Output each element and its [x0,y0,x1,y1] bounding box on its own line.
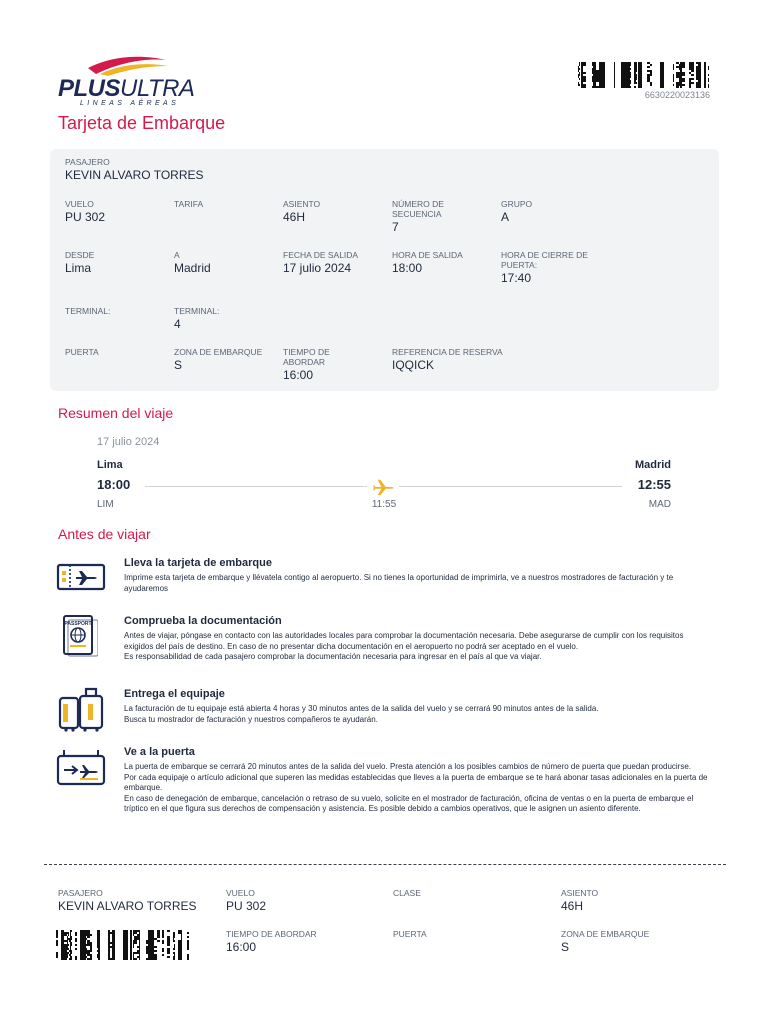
passenger-name: KEVIN ALVARO TORRES [65,168,204,182]
origin-city: Lima [97,459,123,471]
summary-title: Resumen del viaje [58,405,174,421]
stub-boarding-zone: ZONA DE EMBARQUE S [561,929,650,954]
departure-date-field: FECHA DE SALIDA 17 julio 2024 [283,250,359,275]
boarding-zone-field: ZONA DE EMBARQUE S [174,347,263,372]
barcode-top [573,62,711,88]
route-line-left [145,486,367,487]
group-field: GRUPO A [501,199,533,224]
booking-number: 6630220023136 [644,90,710,100]
terminal-departure-field: TERMINAL: [65,306,111,316]
tip-text: Imprime esta tarjeta de embarque y llévatela contigo al aeropuerto. Si no tienes la oportunidad de imprimirla, ve a nuestros mostradores de facturación y te ayudaremos [124,573,674,593]
stub-boarding-time: TIEMPO DE ABORDAR 16:00 [226,929,317,954]
flight-field: VUELO PU 302 [65,199,106,224]
departure-time-field: HORA DE SALIDA 18:00 [392,250,463,275]
gate-icon [56,749,106,789]
itinerary-date: 17 julio 2024 [97,436,160,448]
tip-title: Comprueba la documentación [124,615,282,627]
flight-duration: 11:55 [371,499,397,510]
sequence-field: NÚMERO DE SECUENCIA 7 [392,199,444,234]
terminal-arrival-field: TERMINAL: 4 [174,306,220,331]
stub-gate: PUERTA [393,929,427,939]
luggage-icon [58,686,104,732]
tip-title: Entrega el equipaje [124,688,225,700]
destination-time: 12:55 [637,477,671,492]
gate-field: PUERTA [65,347,99,357]
gate-close-field: HORA DE CIERRE DE PUERTA: 17:40 [501,250,588,285]
destination-code: MAD [648,499,671,510]
stub-passenger: PASAJERO KEVIN ALVARO TORRES [58,888,197,913]
tip-title: Lleva la tarjeta de embarque [124,557,272,569]
stub-seat: ASIENTO 46H [561,888,599,913]
booking-ref-field: REFERENCIA DE RESERVA IQQICK [392,347,503,372]
plane-icon [373,478,395,496]
boarding-time-field: TIEMPO DE ABORDAR 16:00 [283,347,330,382]
boarding-info-card [50,149,719,391]
passport-icon [62,614,98,658]
tip-text: Antes de viajar, póngase en contacto con las autoridades locales para comprobar la documentación necesaria. Debe asegurarse de cumplir con los requisitos exigidos del país de destino. En caso de no presentar dicha documentación en el aeropuerto no podrá ser aceptado en el vuelo. Es responsabilidad de cada pasajero comprobar la documentación necesaria para ingresar en el país al que va viajar. [124,631,684,661]
page-title: Tarjeta de Embarque [58,113,226,133]
barcode-bottom [56,930,196,960]
fare-field: TARIFA [174,199,204,209]
stub-flight: VUELO PU 302 [226,888,267,913]
brand-logo: PLUSULTRA [58,75,195,102]
passenger-field: PASAJERO KEVIN ALVARO TORRES [65,157,365,182]
tip-text: La puerta de embarque se cerrará 20 minutos antes de la salida del vuelo. Presta atención a los posibles cambios de número de puerta que puedan producirse. Por cada equipaje o artículo adicional que superen las medidas establecidas que lleves a la puerta de embarque se te hará abonar tasas adicionales en la puerta de embarque. En caso de denegación de embarque, cancelación o retraso de su vuelo, solicite en el mostrador de facturación, oficina de ventas o en la puerta de embarque el tríptico en el que figura sus derechos de compensación y asistencia. Es posible debido a cambios operativos, que le asignen un asiento diferente. [124,762,708,813]
seat-field: ASIENTO 46H [283,199,321,224]
destination-city: Madrid [634,459,671,471]
tip-text: La facturación de tu equipaje está abierta 4 horas y 30 minutos antes de la salida del vuelo y se cerrará 90 minutos antes de la salida. Busca tu mostrador de facturación y nuestros compañeros te ayudarán. [124,704,599,724]
boarding-pass-icon [56,560,106,594]
tear-line [44,864,726,865]
stub-class: CLASE [393,888,421,898]
to-field: A Madrid [174,250,211,275]
tip-title: Ve a la puerta [124,746,195,758]
before-title: Antes de viajar [58,526,151,542]
from-field: DESDE Lima [65,250,95,275]
origin-time: 18:00 [97,477,131,492]
brand-subtitle: LINEAS AÉREAS [80,100,180,107]
origin-code: LIM [97,499,114,510]
svg-text:PASSPORT: PASSPORT [64,621,92,627]
